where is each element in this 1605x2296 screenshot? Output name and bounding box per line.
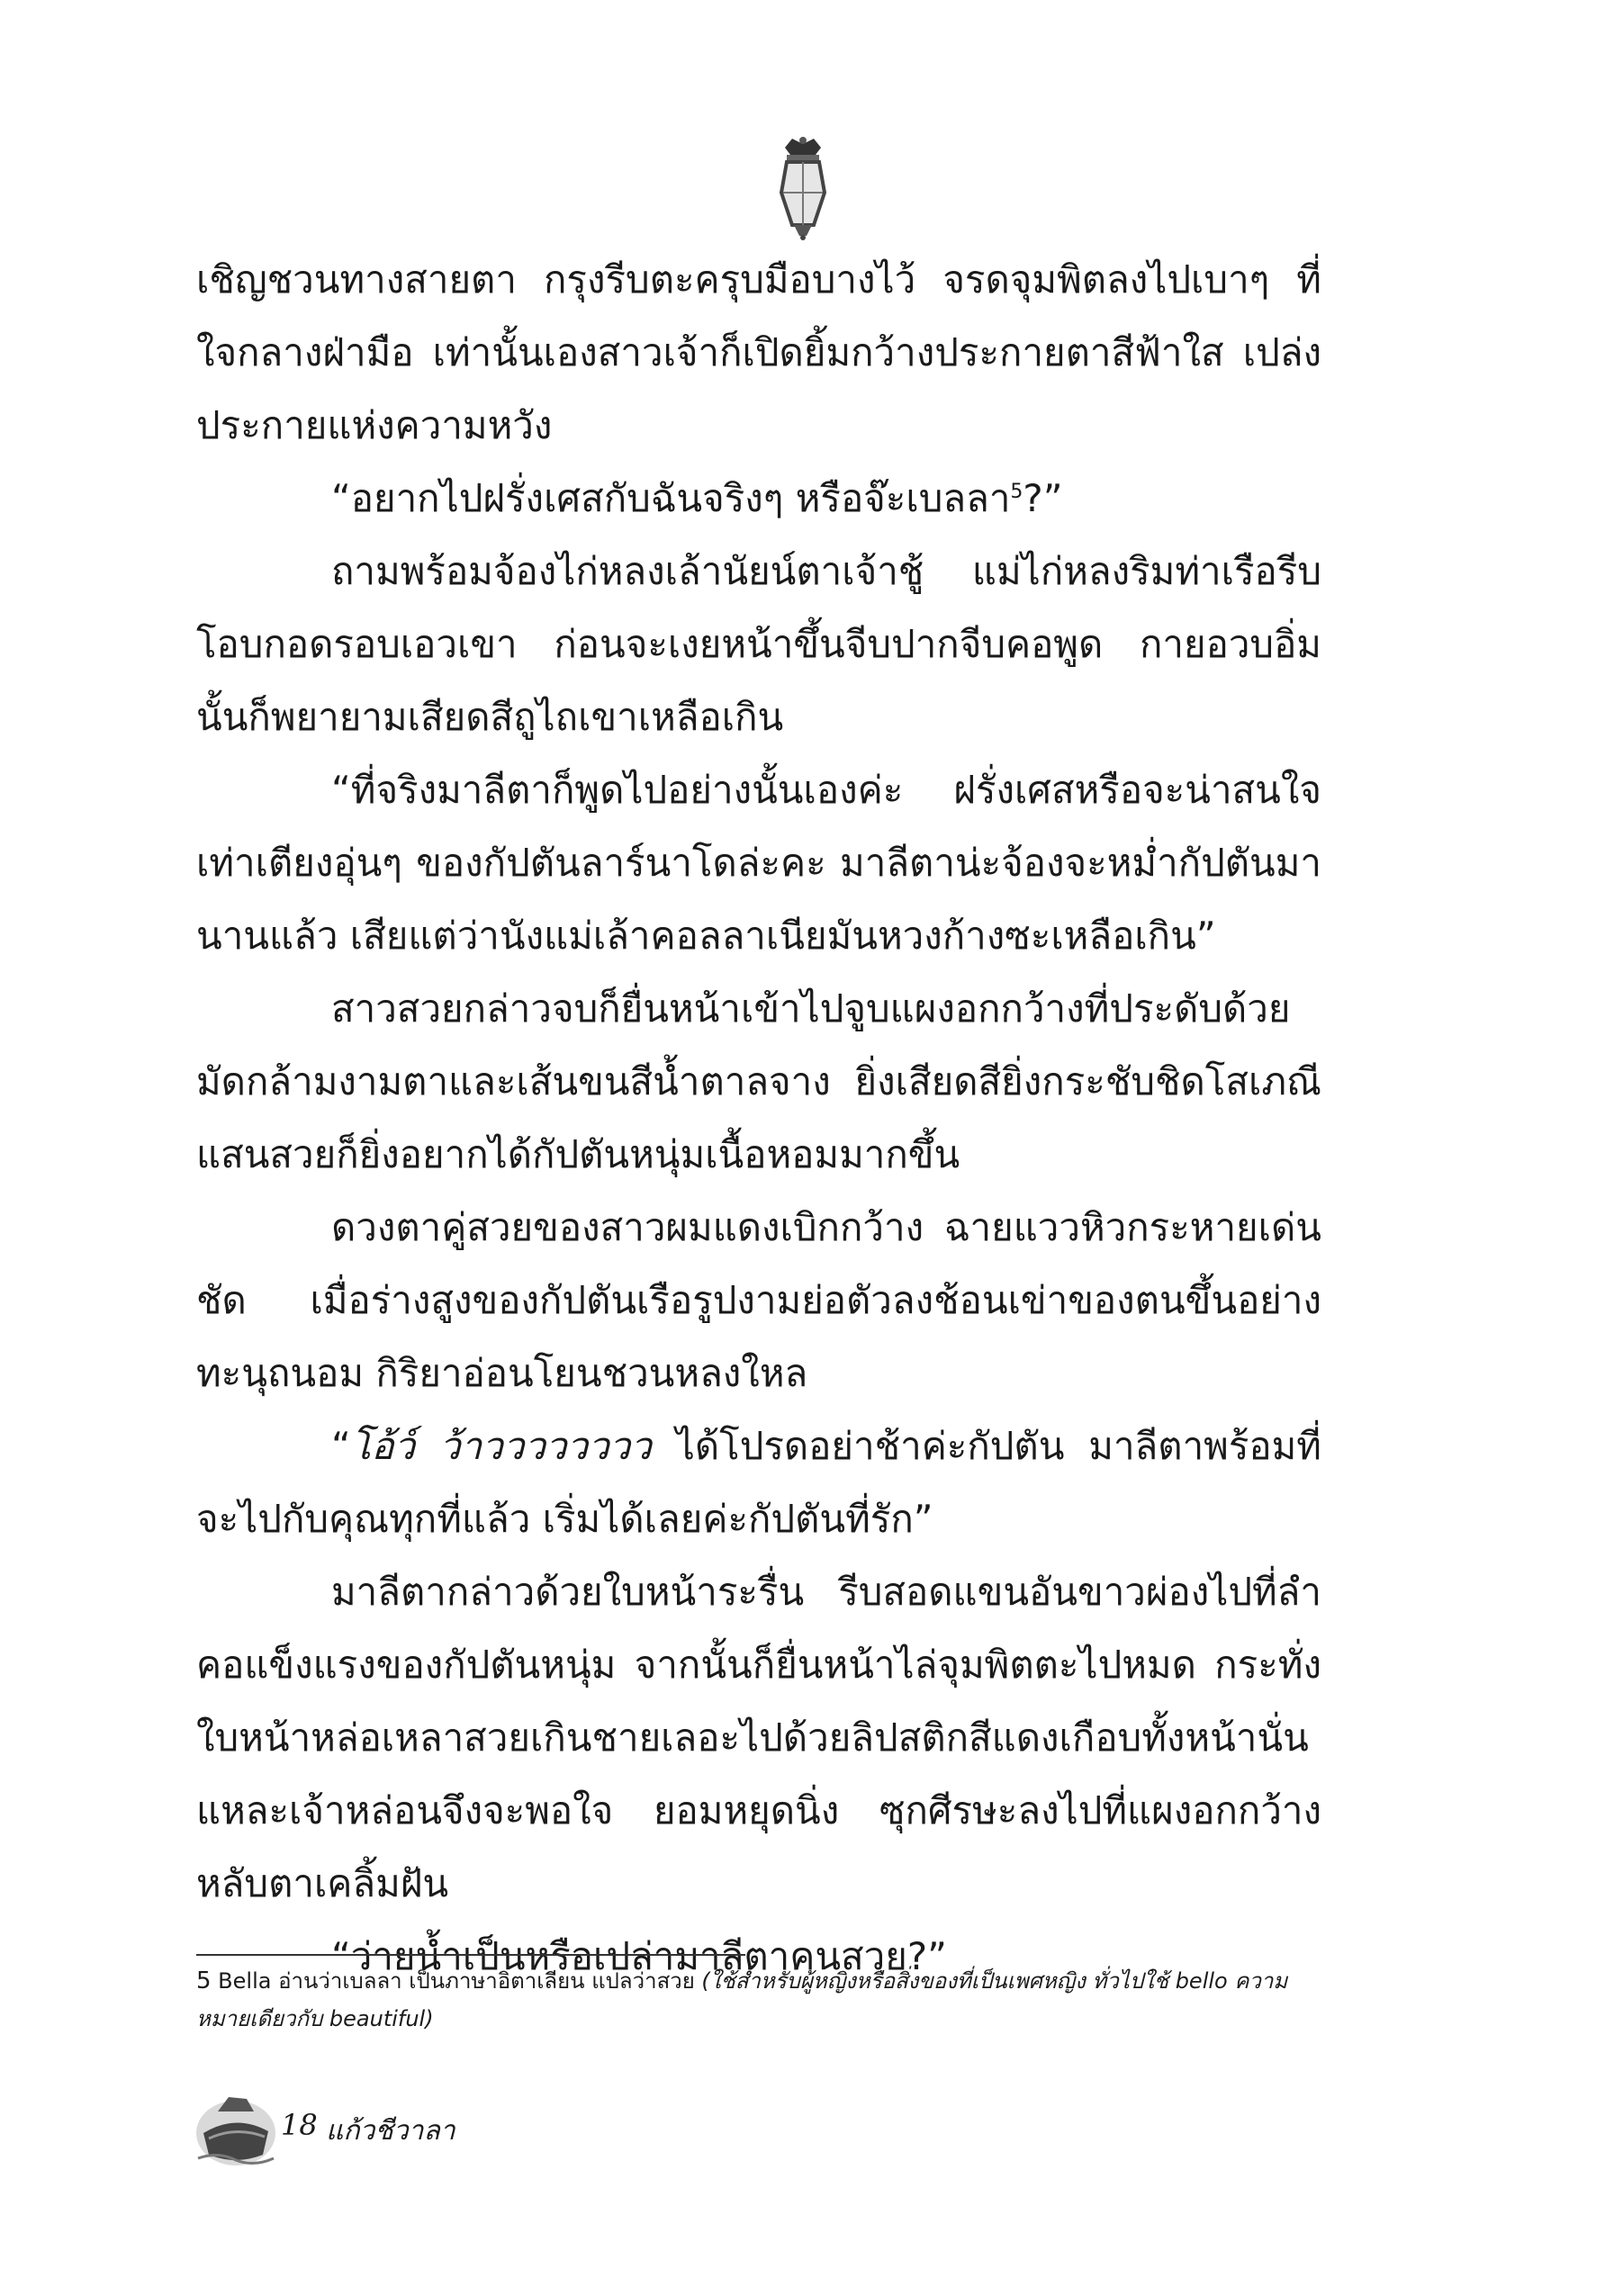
paragraph: “โอ้ว์ ว้าวววววววว ได้โปรดอย่าช้าค่ะกัปตัน มาลีตาพร้อมที่จะไปกับคุณทุกที่แล้ว เริ่มได้เลยค่ะกัปตันที่รัก” bbox=[196, 1424, 1321, 1541]
ship-icon bbox=[191, 2086, 279, 2169]
italic-exclamation: โอ้ว์ ว้าวววววววว bbox=[350, 1424, 652, 1468]
footnote-reference[interactable]: 5 bbox=[1010, 481, 1023, 503]
lantern-icon bbox=[765, 135, 841, 241]
footnote-italic-text: (ใช้สำหรับผู้หญิงหรือสิ่งของที่เป็นเพศหญิง ทั่วไปใช้ bello ความหมายเดียวกับ beautiful) bbox=[196, 1968, 1288, 2031]
paragraph: มาลีตากล่าวด้วยใบหน้าระรื่น รีบสอดแขนอันขาวผ่องไปที่ลำคอแข็งแรงของกัปตันหนุ่ม จากนั้นก็ยื่นหน้าไล่จุมพิตตะไปหมด กระทั่งใบหน้าหล่อเหลาสวยเกินชายเลอะไปด้วยลิปสติกสีแดงเกือบทั้งหน้านั่นแหละเจ้าหล่อนจึงจะพอใจ ยอมหยุดนิ่ง ซุกศีรษะลงไปที่แผงอกกว้างหลับตาเคลิ้มฝัน bbox=[196, 1570, 1321, 1905]
book-title: แก้วชีวาลา bbox=[326, 2115, 455, 2147]
paragraph: ถามพร้อมจ้องไก่หลงเล้านัยน์ตาเจ้าชู้ แม่ไก่หลงริมท่าเรือรีบโอบกอดรอบเอวเขา ก่อนจะเงยหน้าขึ้นจีบปากจีบคอพูด กายอวบอิ่มนั้นก็พยายามเสียดสีถูไถเขาเหลือเกิน bbox=[196, 549, 1321, 739]
footnote-number: 5 bbox=[196, 1967, 212, 1994]
body-text bbox=[196, 243, 1321, 1993]
page-number: 18 bbox=[281, 2108, 318, 2142]
paragraph: “อยากไปฝรั่งเศสกับฉันจริงๆ หรือจ๊ะเบลลา$^5$?” bbox=[331, 476, 1063, 520]
paragraph: เชิญชวนทางสายตา กรุงรีบตะครุบมือบางไว้ จรดจุมพิตลงไปเบาๆ ที่ใจกลางฝ่ามือ เท่านั้นเองสาวเจ้าก็เปิดยิ้มกว้างประกายตาสีฟ้าใส เปล่งประกายแห่งความหวัง bbox=[196, 257, 1321, 447]
footnote bbox=[196, 1962, 1339, 2038]
page-footer bbox=[191, 2086, 551, 2176]
paragraph: “ที่จริงมาลีตาก็พูดไปอย่างนั้นเองค่ะ ฝรั่งเศสหรือจะน่าสนใจเท่าเตียงอุ่นๆ ของกัปตันลาร์นาโดล่ะคะ มาลีตาน่ะจ้องจะหม่ำกัปตันมานานแล้ว เสียแต่ว่านังแม่เล้าคอลลาเนียมันหวงก้างซะเหลือเกิน” bbox=[196, 768, 1321, 958]
paragraph: “ว่ายน้ำเป็นหรือเปล่ามาลีตาคนสวย?” bbox=[331, 1934, 947, 1978]
paragraph: สาวสวยกล่าวจบก็ยื่นหน้าเข้าไปจูบแผงอกกว้างที่ประดับด้วยมัดกล้ามงามตาและเส้นขนสีน้ำตาลจาง ยิ่งเสียดสียิ่งกระชับชิดโสเภณีแสนสวยก็ยิ่งอยากได้กัปตันหนุ่มเนื้อหอมมากขึ้น bbox=[196, 986, 1321, 1176]
footnote-divider bbox=[196, 1954, 745, 1956]
paragraph: ดวงตาคู่สวยของสาวผมแดงเบิกกว้าง ฉายแววหิวกระหายเด่นชัด เมื่อร่างสูงของกัปตันเรือรูปงามย่อตัวลงช้อนเข่าของตนขึ้นอย่างทะนุถนอม กิริยาอ่อนโยนชวนหลงใหล bbox=[196, 1205, 1321, 1395]
footnote-text: Bella อ่านว่าเบลลา เป็นภาษาอิตาเลียน แปลว่าสวย bbox=[211, 1968, 702, 1994]
